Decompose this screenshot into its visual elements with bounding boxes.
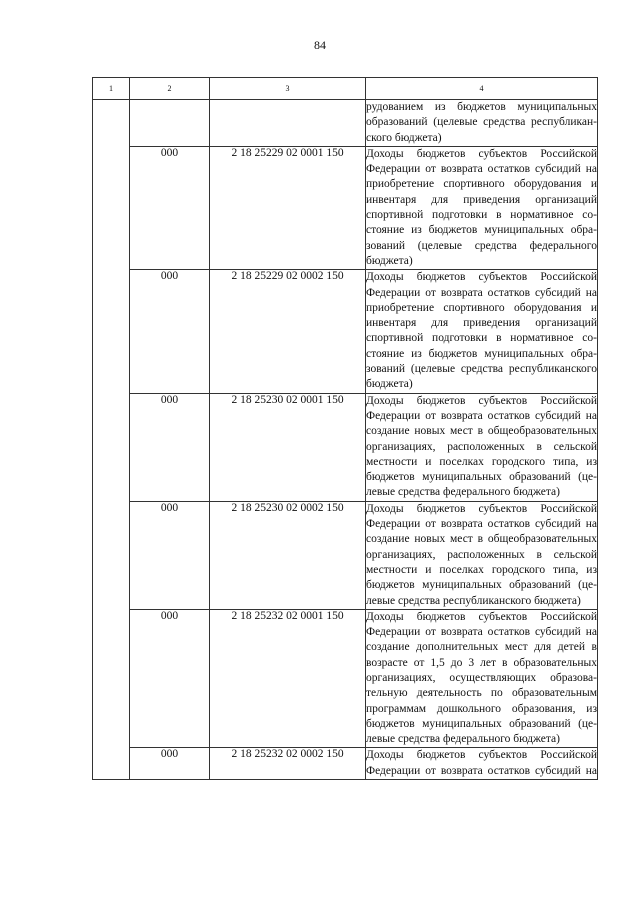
description-line: левые средства республиканского бюджета) bbox=[366, 594, 581, 607]
description-line: стояние из бюджетов муниципальных обра- bbox=[366, 224, 597, 237]
description-line: ского бюджета) bbox=[366, 131, 442, 144]
table-row bbox=[93, 748, 598, 780]
table-header-row bbox=[93, 78, 598, 100]
column-1-cell bbox=[93, 100, 130, 780]
column-header-4: 4 bbox=[366, 78, 598, 100]
description-line: Федерации от возврата остатков субсидий на bbox=[366, 409, 597, 422]
description-line: создание дополнительных мест для детей в bbox=[366, 641, 597, 654]
kbk-code-cell: 2 18 25229 02 0002 150 bbox=[210, 270, 366, 393]
kbk-code-cell: 2 18 25230 02 0002 150 bbox=[210, 501, 366, 609]
description-line: местности и поселках городского типа, из bbox=[366, 455, 597, 468]
admin-code-cell: 000 bbox=[130, 270, 210, 393]
table-row bbox=[93, 393, 598, 501]
kbk-code-cell: 2 18 25230 02 0001 150 bbox=[210, 393, 366, 501]
admin-code-cell: 000 bbox=[130, 609, 210, 748]
table-row bbox=[93, 270, 598, 393]
description-line: бюджетов муниципальных образований (це- bbox=[366, 579, 597, 592]
description-line: Федерации от возврата остатков субсидий на bbox=[366, 518, 597, 531]
description-line: зований (целевые средства федерального bbox=[366, 239, 597, 252]
description-line: создание новых мест в общеобразовательных bbox=[366, 425, 597, 438]
description-line: программам дошкольного образования, из bbox=[366, 702, 597, 715]
description-line: Доходы бюджетов субъектов Российской bbox=[366, 610, 597, 623]
budget-classification-table bbox=[92, 77, 598, 780]
kbk-code-cell: 2 18 25232 02 0002 150 bbox=[210, 748, 366, 780]
description-line: приобретение спортивного оборудования и bbox=[366, 178, 597, 191]
description-line: организациях, расположенных в сельской bbox=[366, 548, 597, 561]
table-row bbox=[93, 100, 598, 147]
admin-code-cell: 000 bbox=[130, 501, 210, 609]
kbk-code-cell bbox=[210, 100, 366, 147]
description-line: Федерации от возврата остатков субсидий на bbox=[366, 163, 597, 176]
description-line: левые средства федерального бюджета) bbox=[366, 486, 560, 499]
description-line: спортивной подготовки в нормативное со- bbox=[366, 209, 597, 222]
table-row bbox=[93, 146, 598, 269]
admin-code-cell bbox=[130, 100, 210, 147]
description-line: местности и поселках городского типа, из bbox=[366, 563, 597, 576]
description-line: создание новых мест в общеобразовательных bbox=[366, 533, 597, 546]
description-line: образований (целевые средства республикан- bbox=[366, 116, 597, 129]
description-line: Федерации от возврата остатков субсидий на bbox=[366, 626, 597, 639]
kbk-code-cell: 2 18 25229 02 0001 150 bbox=[210, 146, 366, 269]
description-line: Федерации от возврата остатков субсидий на bbox=[366, 286, 597, 299]
description-cell bbox=[366, 270, 598, 393]
table-row bbox=[93, 501, 598, 609]
description-line: левые средства федерального бюджета) bbox=[366, 733, 560, 746]
column-header-2: 2 bbox=[130, 78, 210, 100]
description-cell bbox=[366, 748, 598, 780]
description-line: бюджета) bbox=[366, 378, 413, 391]
description-line: инвентаря для приведения организаций bbox=[366, 317, 597, 330]
description-cell bbox=[366, 609, 598, 748]
description-cell bbox=[366, 100, 598, 147]
description-cell bbox=[366, 501, 598, 609]
kbk-code-cell: 2 18 25232 02 0001 150 bbox=[210, 609, 366, 748]
description-line: инвентаря для приведения организаций bbox=[366, 193, 597, 206]
description-cell bbox=[366, 393, 598, 501]
admin-code-cell: 000 bbox=[130, 748, 210, 780]
table-row bbox=[93, 609, 598, 748]
description-line: стояние из бюджетов муниципальных обра- bbox=[366, 347, 597, 360]
description-line: организациях, осуществляющих образова- bbox=[366, 671, 597, 684]
description-line: Доходы бюджетов субъектов Российской bbox=[366, 394, 597, 407]
description-line: спортивной подготовки в нормативное со- bbox=[366, 332, 597, 345]
description-line: Доходы бюджетов субъектов Российской bbox=[366, 749, 597, 762]
column-header-3: 3 bbox=[210, 78, 366, 100]
admin-code-cell: 000 bbox=[130, 146, 210, 269]
description-line: рудованием из бюджетов муниципальных bbox=[366, 101, 597, 113]
description-line: Доходы бюджетов субъектов Российской bbox=[366, 271, 597, 284]
page-number: 84 bbox=[314, 38, 326, 52]
description-line: организациях, расположенных в сельской bbox=[366, 440, 597, 453]
description-line: приобретение спортивного оборудования и bbox=[366, 301, 597, 314]
description-line: возрасте от 1,5 до 3 лет в образовательных bbox=[366, 656, 597, 669]
description-line: Федерации от возврата остатков субсидий на bbox=[366, 764, 597, 777]
description-line: бюджетов муниципальных образований (це- bbox=[366, 717, 597, 730]
description-cell bbox=[366, 146, 598, 269]
description-line: Доходы бюджетов субъектов Российской bbox=[366, 502, 597, 515]
description-line: Доходы бюджетов субъектов Российской bbox=[366, 147, 597, 160]
description-line: тельную деятельность по образовательным bbox=[366, 687, 597, 700]
description-line: зований (целевые средства республиканского bbox=[366, 363, 597, 376]
description-line: бюджетов муниципальных образований (це- bbox=[366, 471, 597, 484]
admin-code-cell: 000 bbox=[130, 393, 210, 501]
description-line: бюджета) bbox=[366, 254, 413, 267]
column-header-1: 1 bbox=[93, 78, 130, 100]
